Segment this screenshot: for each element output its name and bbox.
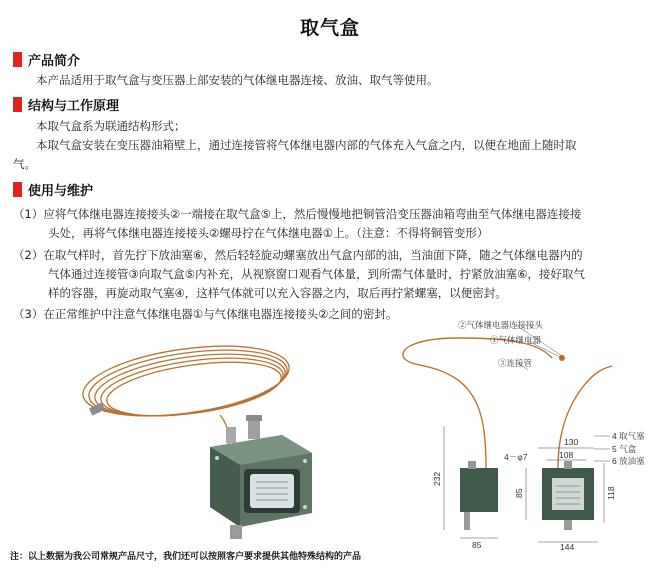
section-marker	[13, 182, 22, 197]
usage-item1b: 头处，再将气体继电器连接接头②螺母拧在气体继电器①上。（注意：不得将铜管变形）	[48, 226, 489, 240]
section-usage-heading: 使用与维护	[13, 180, 93, 198]
page-title: 取气盒	[299, 17, 360, 39]
usage-item2a: （2）在取气样时，首先拧下放油塞⑥，然后轻轻旋动螺塞放出气盒内部的油，当油面下降，随之气体继电器内的	[13, 248, 583, 262]
structure-line2a: 本取气盒安装在变压器油箱壁上，通过连接管将气体继电器内部的气体充入气盒之内，以便在地面上随时取	[36, 138, 577, 152]
technical-drawing	[398, 318, 660, 550]
section-marker	[13, 52, 22, 67]
label-gas-plug: 4 取气塞	[612, 431, 645, 441]
section-marker	[13, 97, 22, 112]
usage-item2b: 气体通过连接管③向取气盒⑤内补充，从视察窗口观看气体量，到所需气体量时，拧紧放油塞⑥，接好取气	[48, 267, 585, 281]
dim-side-width: 85	[472, 540, 482, 550]
label-gas-relay: ①气体继电器	[490, 335, 542, 345]
dim-top-width: 130	[564, 437, 579, 447]
dim-bottom-width: 144	[560, 542, 575, 550]
gas-box	[210, 415, 312, 539]
structure-line2b: 气。	[13, 157, 36, 171]
section-structure-heading: 结构与工作原理	[13, 95, 119, 113]
dim-total-height: 232	[432, 471, 442, 486]
usage-item2c: 样的容器，再旋动取气塞④，这样气体就可以充入容器之内，取后再拧紧螺塞，以便密封。	[48, 286, 507, 300]
side-view-box	[460, 461, 498, 530]
intro-text: 本产品适用于取气盒与变压器上部安装的气体继电器连接、放油、取气等使用。	[36, 73, 439, 87]
dim-hole: 4－φ7	[504, 452, 528, 462]
label-tube: ③连接管	[498, 358, 533, 368]
dim-inner-width: 108	[559, 450, 574, 460]
usage-item3: （3）在正常维护中注意气体继电器①与气体继电器连接接头②之间的密封。	[13, 307, 398, 321]
structure-line1: 本取气盒系为联通结构形式；	[36, 119, 186, 133]
front-view-box	[542, 461, 594, 530]
usage-item1a: （1）应将气体继电器连接接头②一端接在取气盒⑤上，然后慢慢地把铜管沿变压器油箱弯曲至气体继电器连接接	[13, 207, 582, 221]
label-box: 5 气盒	[612, 444, 637, 454]
dim-inner-height: 85	[514, 488, 524, 498]
label-drain-plug: 6 放油塞	[612, 456, 645, 466]
dim-right-height: 118	[606, 486, 616, 500]
section-intro-heading: 产品简介	[13, 50, 80, 68]
product-photo	[60, 335, 360, 545]
footnote: 注：以上数据为我公司常规产品尺寸，我们还可以按照客户要求提供其他特殊结构的产品	[10, 552, 362, 562]
label-connector: ②气体继电器连接接头	[458, 320, 544, 330]
